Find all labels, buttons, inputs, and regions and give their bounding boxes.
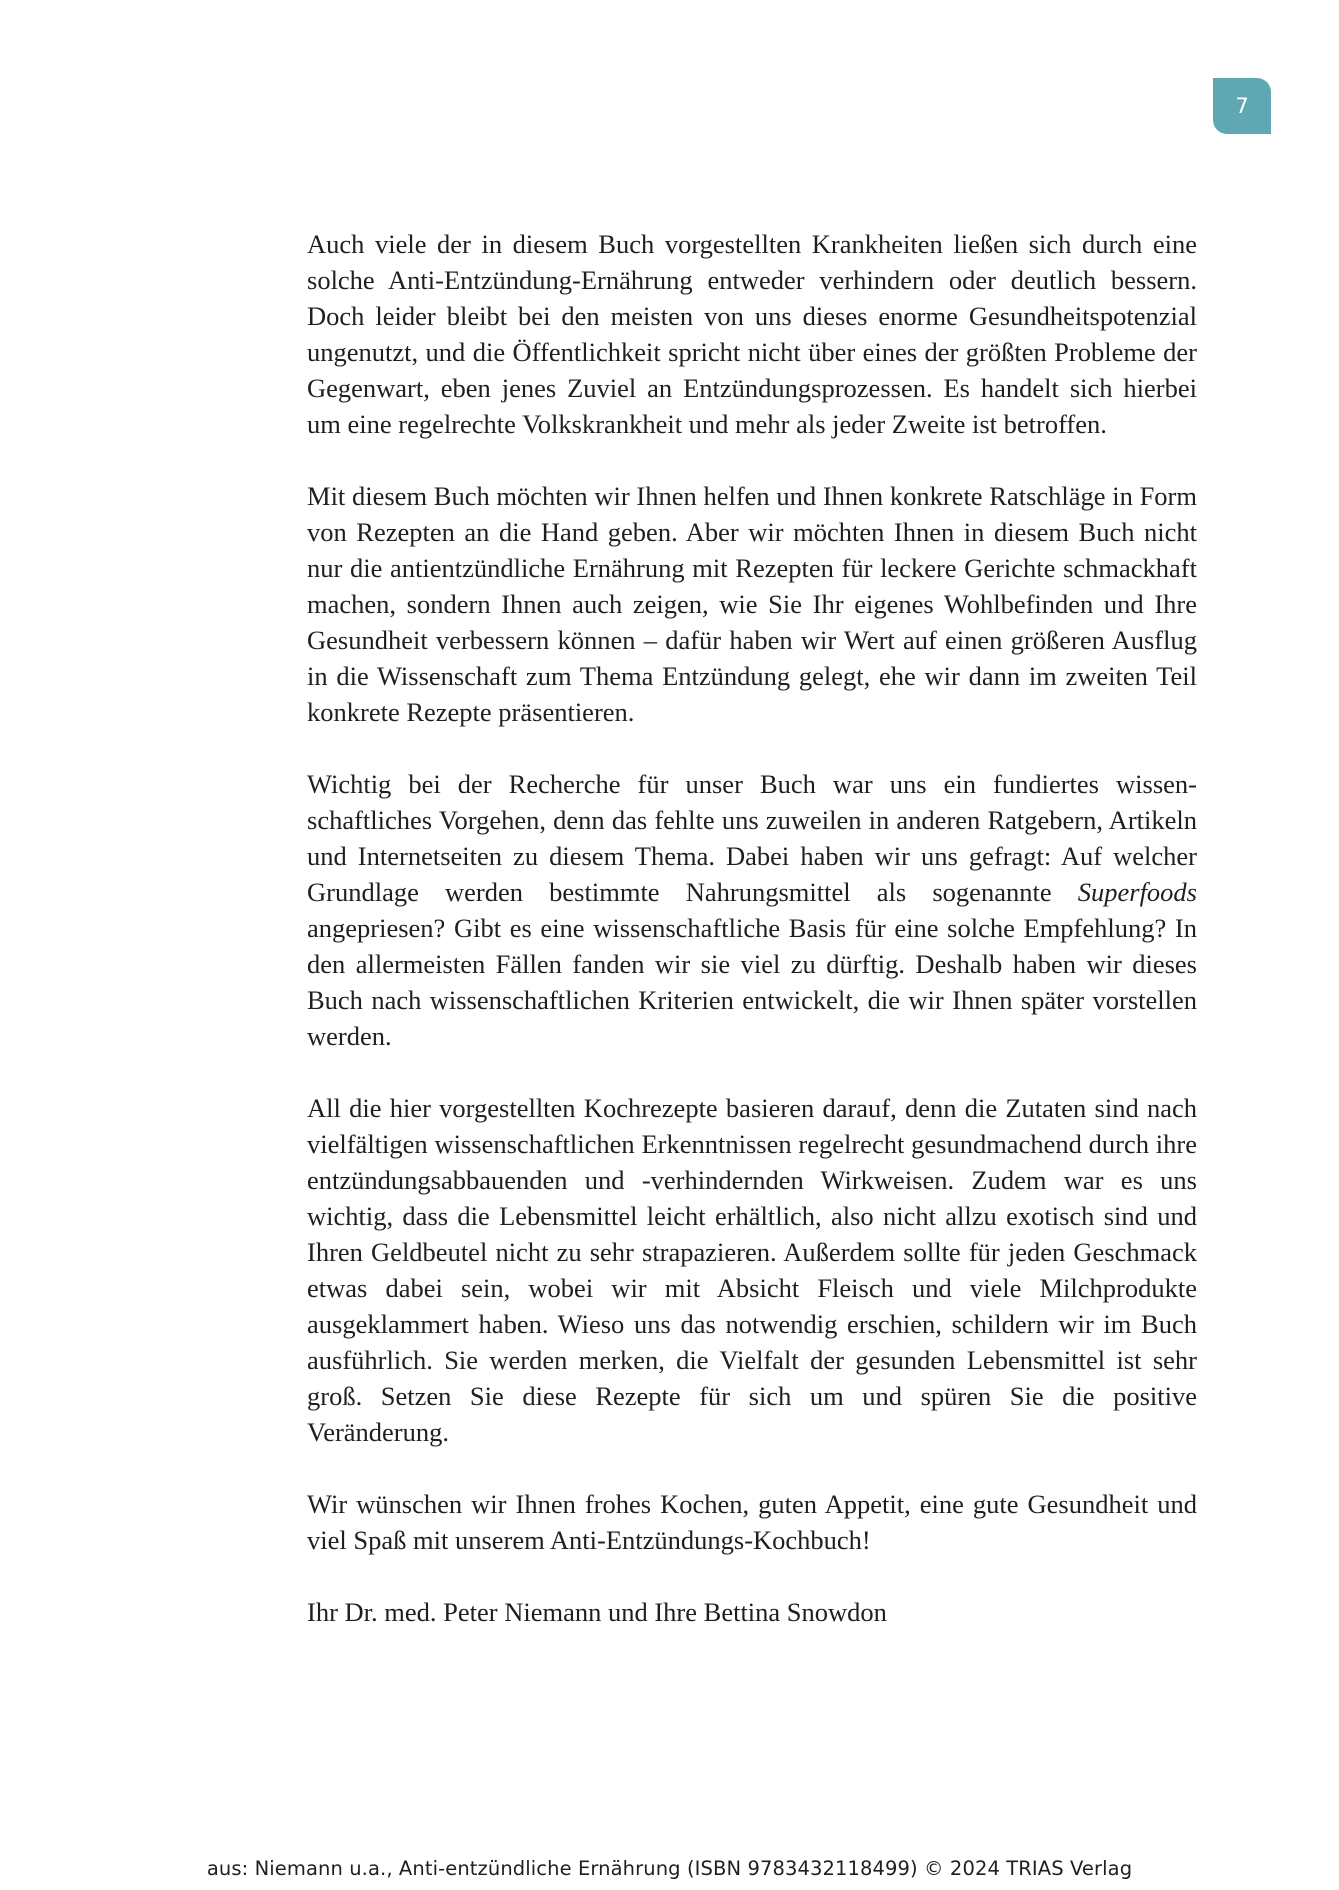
page-number-badge bbox=[1213, 78, 1271, 134]
paragraph-1: Auch viele der in diesem Buch vorgestellten Krankheiten ließen sich durch eine solche Anti-Entzündung-Ernährung entweder verhindern oder deutlich bessern. Doch leider bleibt bei den meisten von uns dieses enorme Gesundheitspotenzial ungenutzt, und die Öffentlichkeit spricht nicht über eines der größten Probleme der Gegenwart, eben jenes Zuviel an Entzündungsprozessen. Es handelt sich hierbei um eine regelrechte Volkskrankheit und mehr als jeder Zweite ist betroffen. bbox=[307, 229, 1197, 439]
body-text bbox=[307, 226, 1197, 1630]
copyright-footer: aus: Niemann u.a., Anti-entzündliche Ernährung (ISBN 9783432118499) © 2024 TRIAS Verlag bbox=[206, 1857, 1133, 1880]
paragraph-3-part-1: Wichtig bei der Recherche für unser Buch war uns ein fundiertes wissenschaftliches Vorgehen, denn das fehlte uns zuweilen in anderen Ratgebern, Artikeln und Internetseiten zu diesem Thema. Dabei haben wir uns gefragt: Auf welcher Grundlage werden bestimmte Nahrungsmittel als sogenannte bbox=[307, 769, 1197, 907]
paragraph-5: Wir wünschen wir Ihnen frohes Kochen, guten Appetit, eine gute Gesundheit und viel Spaß mit unserem Anti-Entzündungs-Kochbuch! bbox=[307, 1489, 1197, 1555]
paragraph-2: Mit diesem Buch möchten wir Ihnen helfen und Ihnen konkrete Ratschläge in Form von Rezepten an die Hand geben. Aber wir möchten Ihnen in diesem Buch nicht nur die antientzündliche Ernährung mit Rezepten für leckere Gerichte schmackhaft machen, sondern Ihnen auch zeigen, wie Sie Ihr eigenes Wohlbefinden und Ihre Gesundheit verbessern können – dafür haben wir Wert auf einen größeren Ausflug in die Wissenschaft zum Thema Entzündung gelegt, ehe wir dann im zweiten Teil konkrete Rezepte präsentieren. bbox=[307, 481, 1197, 727]
page-number: 7 bbox=[1235, 94, 1249, 118]
paragraph-3-part-2: angepriesen? Gibt es eine wissenschaftliche Basis für eine solche Empfehlung? In den allermeisten Fällen fanden wir sie viel zu dürftig. Deshalb haben wir dieses Buch nach wissenschaftlichen Kriterien entwickelt, die wir Ihnen später vorstellen werden. bbox=[307, 913, 1197, 1051]
superfoods-term: Superfoods bbox=[1077, 877, 1197, 907]
paragraph-4: All die hier vorgestellten Kochrezepte basieren darauf, denn die Zutaten sind nach vielfältigen wissenschaftlichen Erkenntnissen regelrecht gesundmachend durch ihre entzündungsabbauenden und -verhindernden Wirkweisen. Zudem war es uns wichtig, dass die Lebensmittel leicht erhältlich, also nicht allzu exotisch sind und Ihren Geldbeutel nicht zu sehr strapazieren. Außerdem sollte für jeden Geschmack etwas dabei sein, wobei wir mit Absicht Fleisch und viele Milchprodukte ausgeklammert haben. Wieso uns das notwendig erschien, schildern wir im Buch ausführlich. Sie werden merken, die Vielfalt der gesunden Lebensmittel ist sehr groß. Setzen Sie diese Rezepte für sich um und spüren Sie die positive Veränderung. bbox=[307, 1093, 1197, 1447]
paragraph-3 bbox=[307, 766, 1197, 1054]
signature-line: Ihr Dr. med. Peter Niemann und Ihre Bettina Snowdon bbox=[307, 1597, 887, 1627]
